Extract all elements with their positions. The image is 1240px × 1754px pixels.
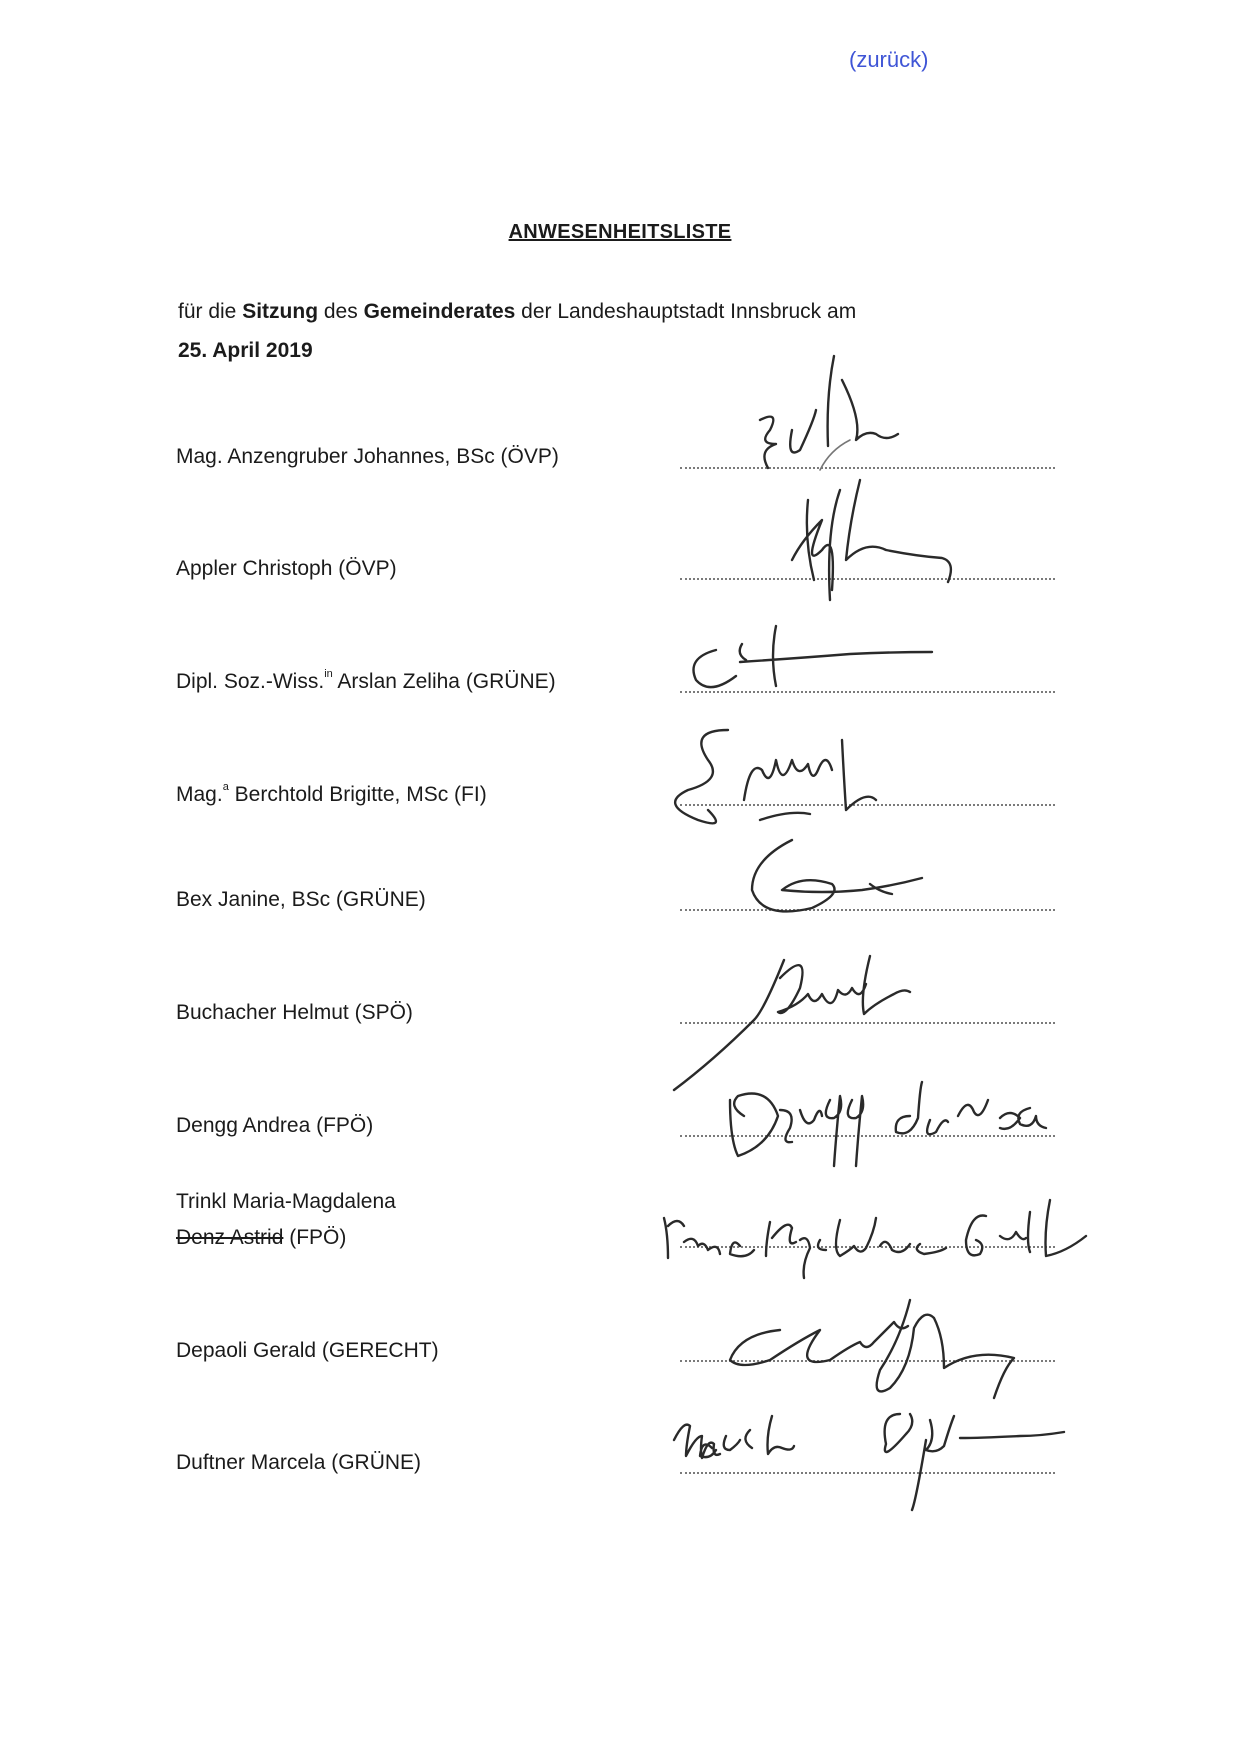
handwritten-signature-icon [730, 1300, 1014, 1398]
attendee-name: Mag. Anzengruber Johannes, BSc (ÖVP) [176, 445, 559, 468]
handwritten-signature-icon [730, 1082, 1046, 1166]
attendee-name-part: Arslan Zeliha (GRÜNE) [332, 670, 556, 693]
attendee-name: Buchacher Helmut (SPÖ) [176, 1001, 413, 1024]
handwritten-signature-icon [792, 480, 951, 600]
handwritten-signature-icon [674, 1414, 1064, 1510]
handwritten-signature-icon [664, 1200, 1086, 1278]
attendee-name: Depaoli Gerald (GERECHT) [176, 1339, 439, 1362]
intro-gemeinderat: Gemeinderates [363, 300, 516, 323]
handwritten-signature-icon [674, 956, 910, 1090]
attendee-name-line: Trinkl Maria-Magdalena [176, 1190, 396, 1213]
attendee-name-suffix: in [324, 668, 333, 680]
attendee-name-part: Berchtold Brigitte, MSc (FI) [228, 783, 487, 806]
handwritten-signature-icon [694, 626, 933, 687]
attendee-name: Dengg Andrea (FPÖ) [176, 1114, 374, 1137]
handwritten-signature-icon [752, 840, 922, 911]
attendee-name-suffix: a [222, 781, 229, 793]
intro-part3: der Landeshauptstadt Innsbruck am [515, 300, 857, 323]
handwritten-signature-icon [675, 730, 876, 823]
attendee-name: Appler Christoph (ÖVP) [176, 557, 397, 580]
attendee-name-part: Dipl. Soz.-Wiss. [176, 670, 325, 693]
attendee-party: (FPÖ) [283, 1226, 347, 1249]
meeting-date: 25. April 2019 [178, 339, 313, 362]
intro-part1: für die [178, 300, 243, 323]
intro-part2: des [318, 300, 364, 323]
back-link[interactable]: (zurück) [849, 47, 929, 72]
document-title: ANWESENHEITSLISTE [508, 221, 732, 243]
attendee-name: Bex Janine, BSc (GRÜNE) [176, 888, 426, 911]
attendee-name: Duftner Marcela (GRÜNE) [176, 1451, 422, 1474]
struck-name: Denz Astrid [176, 1226, 284, 1249]
intro-sitzung: Sitzung [242, 300, 319, 323]
handwritten-signature-icon [760, 356, 898, 470]
attendee-name-part: Mag. [176, 783, 223, 806]
